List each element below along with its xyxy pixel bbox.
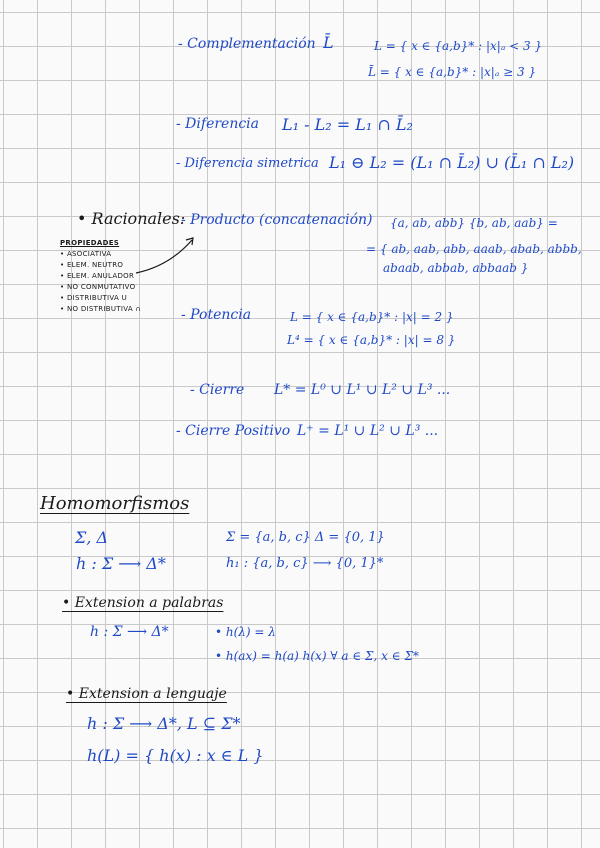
cierre-label: - Cierre: [190, 382, 245, 398]
ext-lenguaje-map: h : Σ ⟶ Δ*, L ⊆ Σ*: [87, 714, 241, 733]
racionales-heading: • Racionales:: [77, 209, 186, 228]
dif-simetrica-label: - Diferencia simetrica: [176, 156, 319, 171]
producto-line3: abaab, abbab, abbaab }: [383, 261, 529, 275]
diferencia-formula: L₁ - L₂ = L₁ ∩ L̄₂: [282, 115, 413, 134]
cierre-formula: L* = L⁰ ∪ L¹ ∪ L² ∪ L³ ...: [274, 382, 451, 398]
potencia-line1: L = { x ∈ {a,b}* : |x| = 2 }: [290, 310, 454, 324]
potencia-label: - Potencia: [181, 307, 252, 323]
propiedades-heading: PROPIEDADES: [60, 239, 120, 247]
ext-palabras-title: • Extension a palabras: [62, 595, 224, 611]
homomorfismos-title: Homomorfismos: [40, 493, 190, 514]
propiedad-item: • NO CONMUTATIVO: [60, 283, 136, 291]
complement-def-line1: L = { x ∈ {a,b}* : |x|ₐ < 3 }: [374, 39, 543, 53]
producto-line2: = { ab, aab, abb, aaab, abab, abbb,: [366, 242, 582, 256]
producto-line1: {a, ab, abb} {b, ab, aab} =: [390, 216, 558, 230]
sigma-delta: Σ, Δ: [75, 528, 109, 547]
propiedad-item: • ELEM. NEUTRO: [60, 261, 124, 269]
complement-symbol: L̄: [323, 33, 334, 52]
propiedad-item: • DISTRIBUTIVA U: [60, 294, 127, 302]
complementacion-label: - Complementación: [178, 36, 316, 52]
producto-label: - Producto (concatenación): [181, 212, 373, 228]
complement-def-line2: L̄ = { x ∈ {a,b}* : |x|ₐ ≥ 3 }: [368, 65, 537, 79]
propiedad-item: • NO DISTRIBUTIVA ∩: [60, 305, 141, 313]
ext-lenguaje-title: • Extension a lenguaje: [66, 686, 227, 702]
propiedad-item: • ASOCIATIVA: [60, 250, 112, 258]
dif-simetrica-formula: L₁ ⊖ L₂ = (L₁ ∩ L̄₂) ∪ (L̄₁ ∩ L₂): [329, 153, 575, 172]
propiedad-item: • ELEM. ANULADOR: [60, 272, 135, 280]
ext-palabras-map: h : Σ ⟶ Δ*: [90, 624, 169, 640]
homomorfismo-map: h : Σ ⟶ Δ*: [76, 554, 166, 573]
diferencia-label: - Diferencia: [176, 116, 260, 132]
ext-palabras-rule1: • h(λ) = λ: [215, 625, 276, 639]
ext-palabras-rule2: • h(ax) = h(a) h(x) ∀ a ∈ Σ, x ∈ Σ*: [215, 649, 419, 663]
example-alphabets: Σ = {a, b, c} Δ = {0, 1}: [226, 530, 385, 545]
potencia-line2: L⁴ = { x ∈ {a,b}* : |x| = 8 }: [287, 333, 456, 347]
cierre-positivo-formula: L⁺ = L¹ ∪ L² ∪ L³ ...: [297, 423, 439, 439]
cierre-positivo-label: - Cierre Positivo: [176, 423, 291, 439]
example-h1: h₁ : {a, b, c} ⟶ {0, 1}*: [226, 556, 384, 571]
ext-lenguaje-image: h(L) = { h(x) : x ∈ L }: [87, 746, 264, 765]
